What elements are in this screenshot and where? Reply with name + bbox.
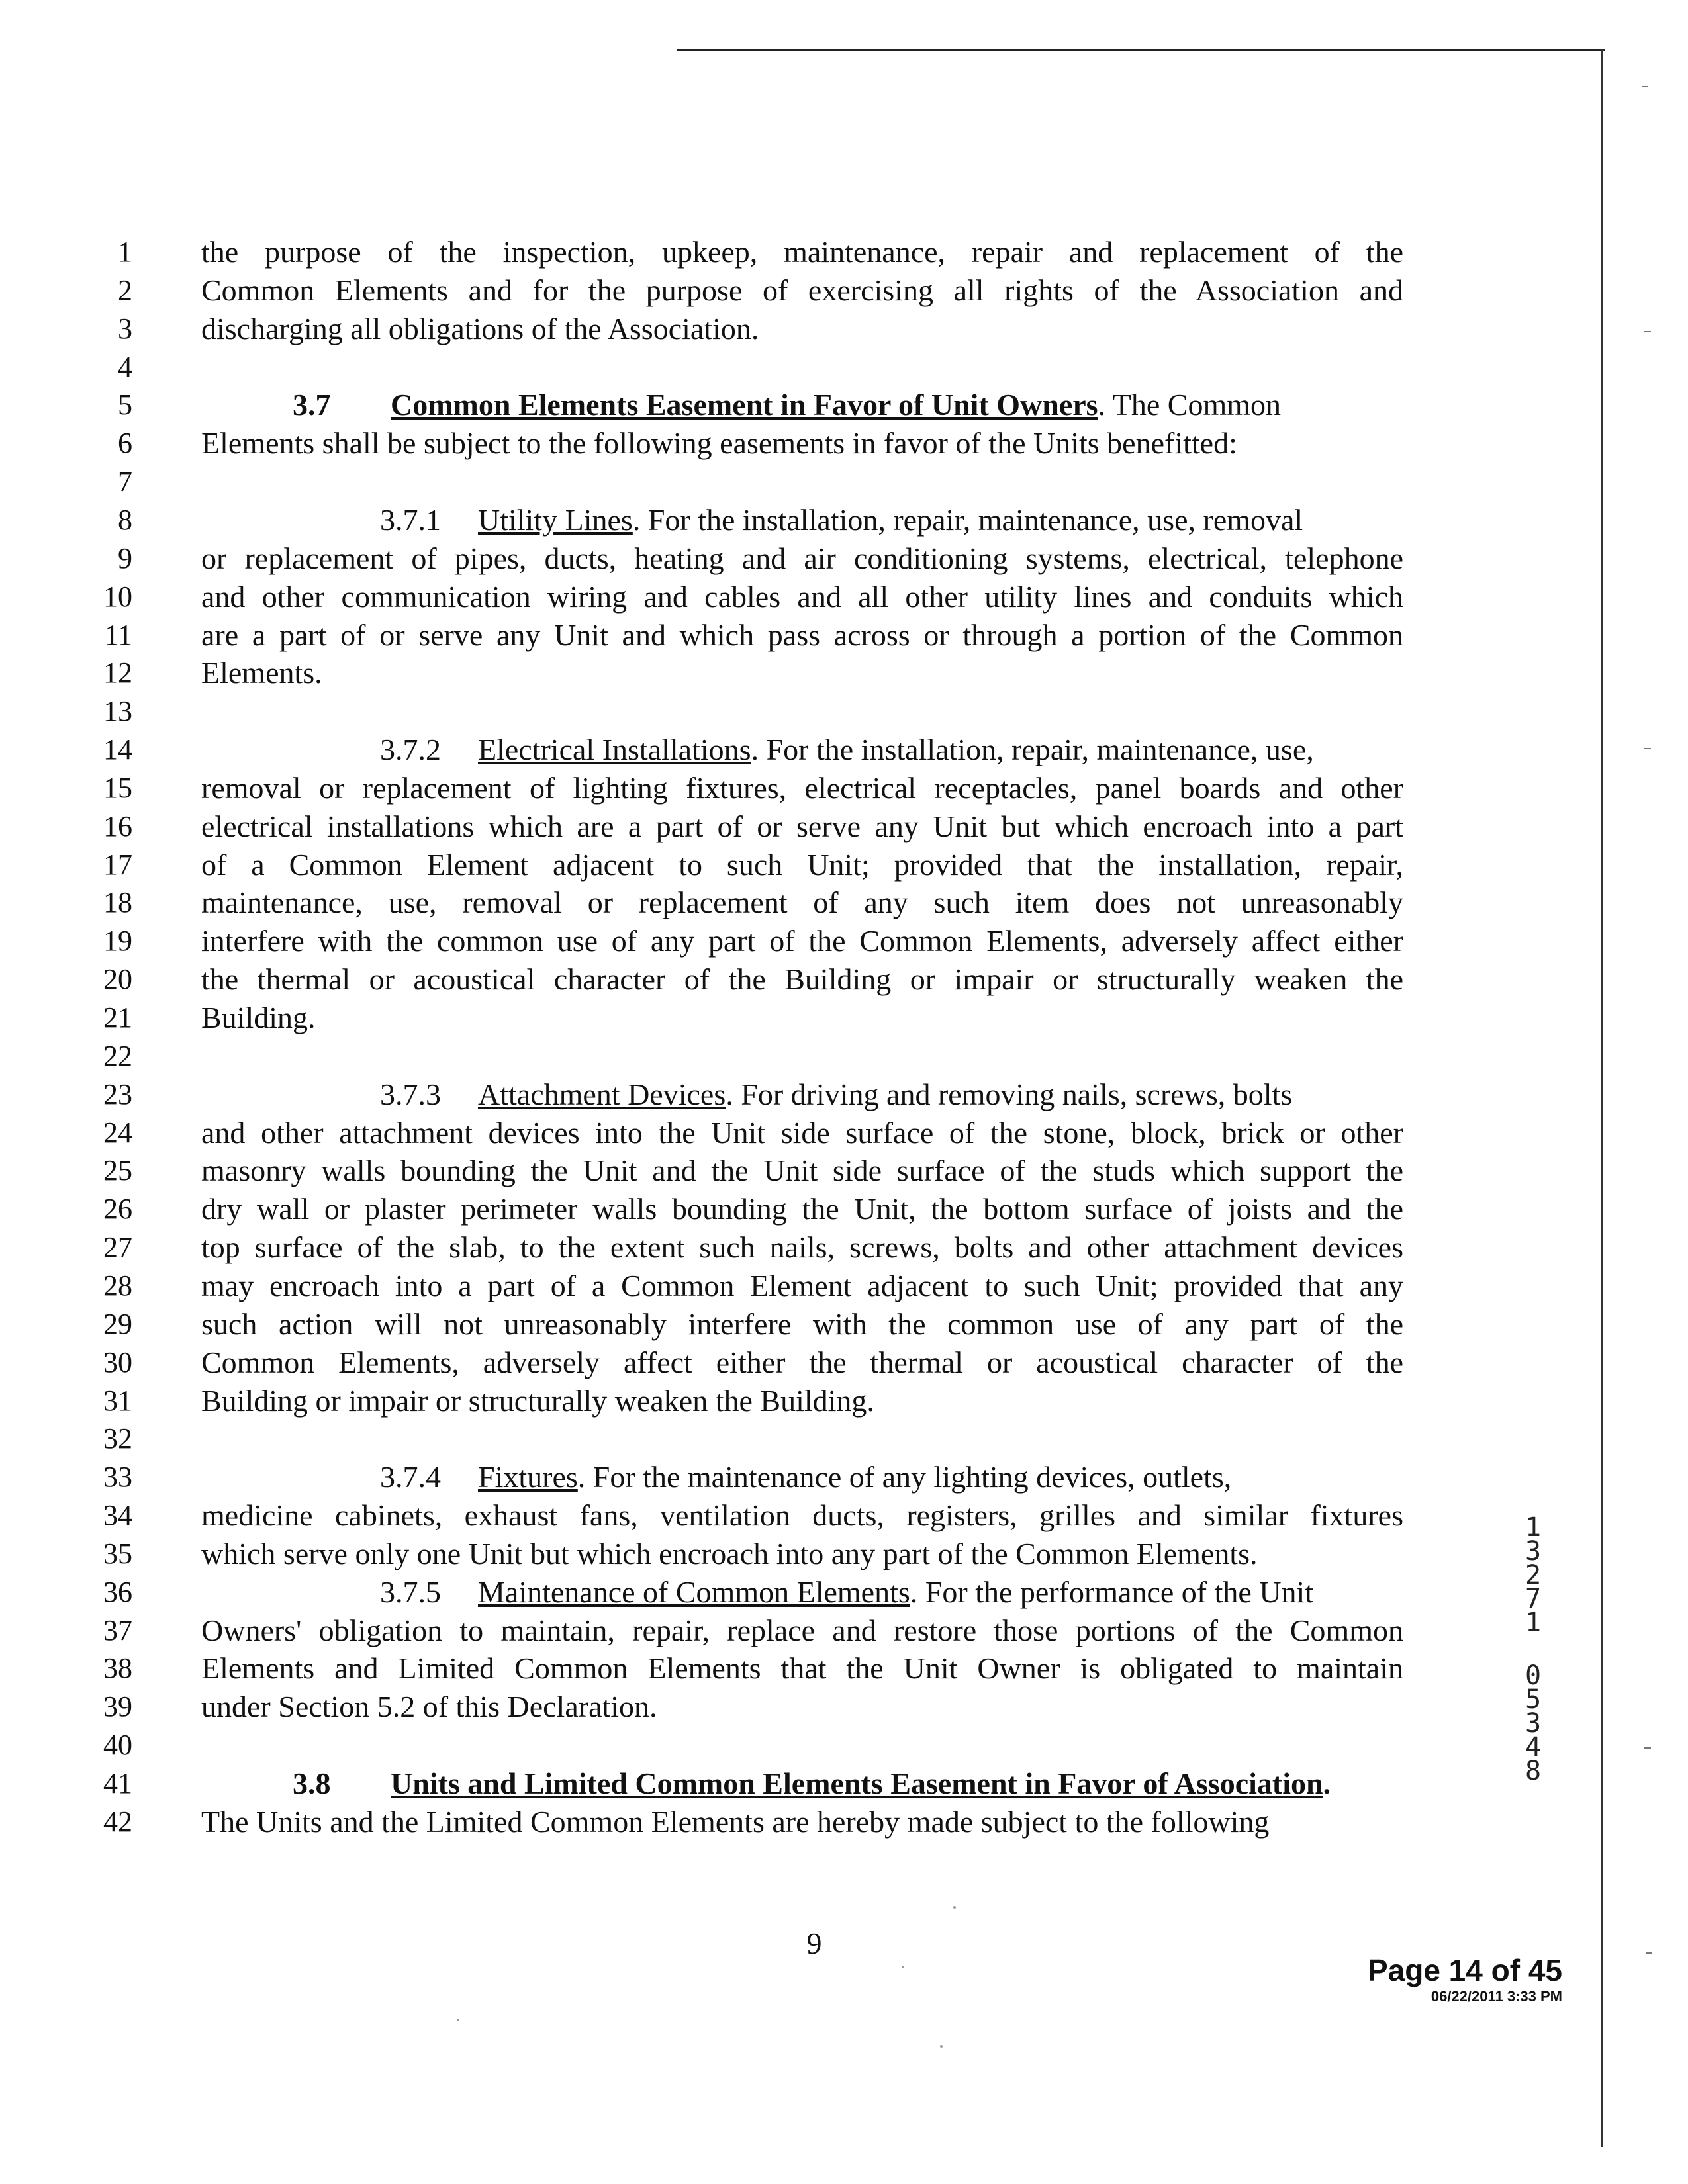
margin-digit: 8: [1524, 1756, 1542, 1786]
line-number: 19: [103, 925, 132, 958]
section-heading: Electrical Installations: [478, 733, 751, 767]
line-text: Elements shall be subject to the following easements in favor of the Units benefitted:: [201, 426, 1237, 461]
document-line: [0, 1496, 1688, 1535]
line-text: discharging all obligations of the Association.: [201, 311, 759, 345]
section-text: . For the installation, repair, maintenance, use, removal: [632, 502, 1303, 537]
margin-digit: 3: [1524, 1536, 1542, 1567]
section-number: 3.7.1: [380, 502, 441, 537]
line-text: The Units and the Limited Common Elements are hereby made subject to the following: [201, 1804, 1270, 1839]
document-line: [0, 807, 1688, 846]
document-line: [0, 348, 1688, 387]
line-number: 1: [118, 236, 132, 268]
section-text: . For the maintenance of any lighting devices, outlets,: [577, 1460, 1232, 1494]
line-number: 30: [103, 1345, 132, 1379]
document-line: [0, 271, 1688, 310]
line-text: top surface of the slab, to the extent such nails, screws, bolts and other attachment devices: [201, 1230, 1403, 1265]
line-text: [201, 1458, 1403, 1496]
margin-digit: 4: [1524, 1732, 1542, 1762]
scan-mark: [1642, 86, 1648, 87]
line-text: maintenance, use, removal or replacement of any such item does not unreasonably: [201, 886, 1403, 920]
line-text: dry wall or plaster perimeter walls bounding the Unit, the bottom surface of joists and the: [201, 1192, 1403, 1226]
line-text: [201, 501, 1403, 539]
document-line: [0, 1458, 1688, 1496]
document-line: [0, 1684, 1688, 1726]
document-line: [0, 386, 1688, 424]
document-line: [0, 922, 1688, 960]
line-text: are a part of or serve any Unit and which pass across or through a portion of the Common: [201, 617, 1403, 652]
document-line: [0, 999, 1688, 1037]
section-heading: Attachment Devices: [478, 1077, 726, 1111]
line-number: 22: [103, 1039, 132, 1072]
document-line: [0, 1075, 1688, 1114]
document-line: [0, 960, 1688, 999]
recording-stamp: [1350, 1952, 1562, 2005]
document-line: [0, 539, 1688, 578]
line-text: such action will not unreasonably interfere with the common use of any part of the: [201, 1306, 1403, 1341]
document-line: [0, 310, 1688, 348]
margin-digit: 3: [1524, 1708, 1542, 1739]
line-text: or replacement of pipes, ducts, heating and air conditioning systems, electrical, telephone: [201, 541, 1403, 575]
line-number: 23: [103, 1077, 132, 1111]
line-number: 34: [103, 1499, 132, 1532]
line-number: 15: [103, 771, 132, 804]
document-line: [0, 1267, 1688, 1305]
scan-speck: [940, 2045, 943, 2048]
scan-speck: [457, 2019, 459, 2021]
line-text: Owners' obligation to maintain, repair, replace and restore those portions of the Common: [201, 1613, 1403, 1647]
document-line: [0, 463, 1688, 501]
line-number: 38: [103, 1652, 132, 1685]
line-number: 13: [103, 695, 132, 728]
page-number: 9: [806, 1927, 822, 1960]
line-number: 6: [118, 427, 132, 460]
margin-recording-number: [1516, 1512, 1550, 1786]
line-text: Elements and Limited Common Elements that the Unit Owner is obligated to maintain: [201, 1651, 1403, 1686]
line-text: the purpose of the inspection, upkeep, maintenance, repair and replacement of the: [201, 235, 1403, 269]
document-line: [0, 578, 1688, 616]
document-line: [0, 1803, 1688, 1841]
line-number: 7: [118, 465, 132, 498]
document-line: [0, 1228, 1688, 1267]
section-number: 3.7: [293, 388, 331, 422]
section-number: 3.7.4: [380, 1460, 441, 1494]
document-line: [0, 1764, 1688, 1803]
line-number: 8: [118, 503, 132, 536]
line-number: 41: [103, 1767, 132, 1799]
top-rule: [677, 49, 1605, 51]
section-text: . For driving and removing nails, screws, bolts: [726, 1077, 1293, 1111]
document-line: [0, 1726, 1688, 1764]
section-heading: Units and Limited Common Elements Easement in Favor of Association: [391, 1766, 1323, 1800]
document-line: [0, 769, 1688, 807]
line-text: masonry walls bounding the Unit and the Unit side surface of the studs which support the: [201, 1154, 1403, 1188]
document-line: [0, 1114, 1688, 1152]
line-number: 39: [103, 1690, 132, 1723]
line-number: 24: [103, 1116, 132, 1149]
line-number: 42: [103, 1805, 132, 1838]
line-text: under Section 5.2 of this Declaration.: [201, 1690, 657, 1724]
line-text: may encroach into a part of a Common Element adjacent to such Unit; provided that any: [201, 1268, 1403, 1302]
line-number: 31: [103, 1384, 132, 1417]
line-number: 16: [103, 809, 132, 842]
document-line: [0, 654, 1688, 692]
section-heading: Utility Lines: [478, 502, 633, 537]
line-text: Building.: [201, 1001, 316, 1034]
margin-digit: 2: [1524, 1560, 1542, 1590]
line-text: the thermal or acoustical character of the Building or impair or structurally weaken the: [201, 962, 1403, 997]
line-number: 12: [103, 657, 132, 690]
document-line: [0, 692, 1688, 731]
line-number: 3: [118, 312, 132, 345]
section-text: . For the installation, repair, maintenance, use,: [751, 733, 1314, 767]
section-text: . For the performance of the Unit: [910, 1574, 1314, 1609]
section-text: . The Common: [1098, 388, 1282, 422]
line-text: Common Elements and for the purpose of exercising all rights of the Association and: [201, 273, 1403, 307]
line-text: and other attachment devices into the Unit side surface of the stone, block, brick or other: [201, 1115, 1403, 1150]
scan-speck: [953, 1906, 956, 1909]
section-number: 3.7.5: [380, 1574, 441, 1609]
document-line: [0, 1420, 1688, 1458]
section-heading: Fixtures: [478, 1460, 578, 1494]
line-number: 4: [118, 350, 132, 383]
line-text: [201, 731, 1403, 769]
line-text: and other communication wiring and cables and all other utility lines and conduits which: [201, 579, 1403, 614]
document-line: [0, 1649, 1688, 1691]
line-text: [201, 386, 1403, 424]
document-line: [0, 884, 1688, 922]
document-line: [0, 616, 1688, 655]
line-number: 26: [103, 1193, 132, 1226]
line-text: [201, 1764, 1403, 1803]
scan-mark: [1644, 331, 1651, 332]
line-number: 5: [118, 388, 132, 422]
line-text: [201, 1573, 1403, 1612]
line-text: which serve only one Unit but which encroach into any part of the Common Elements.: [201, 1536, 1258, 1570]
margin-digit: 0: [1524, 1661, 1542, 1691]
document-line: [0, 1190, 1688, 1228]
document-line: [0, 233, 1688, 271]
line-text: removal or replacement of lighting fixtures, electrical receptacles, panel boards and other: [201, 770, 1403, 805]
line-number: 14: [103, 733, 132, 766]
line-number: 21: [103, 1001, 132, 1034]
section-heading: Maintenance of Common Elements: [478, 1574, 910, 1609]
line-number: 11: [104, 618, 132, 651]
line-text: [201, 1075, 1403, 1114]
line-number: 9: [118, 541, 132, 574]
line-number: 2: [118, 273, 132, 306]
document-line: [0, 1152, 1688, 1190]
line-number: 25: [103, 1154, 132, 1187]
line-number: 35: [103, 1537, 132, 1570]
line-text: Building or impair or structurally weaken the Building.: [201, 1383, 874, 1418]
line-number: 18: [103, 886, 132, 919]
document-line: [0, 1037, 1688, 1075]
document-line: [0, 1535, 1688, 1573]
line-text: medicine cabinets, exhaust fans, ventilation ducts, registers, grilles and similar fixtures: [201, 1498, 1403, 1533]
line-number: 29: [103, 1307, 132, 1340]
document-line: [0, 1573, 1688, 1612]
section-number: 3.8: [293, 1766, 331, 1800]
section-text: .: [1323, 1766, 1331, 1800]
scan-speck: [902, 1966, 904, 1968]
section-number: 3.7.3: [380, 1077, 441, 1111]
section-number: 3.7.2: [380, 733, 441, 767]
line-text: electrical installations which are a part of or serve any Unit but which encroach into a part: [201, 809, 1403, 843]
stamp-page-count: Page 14 of 45: [1367, 1953, 1562, 1987]
scan-mark: [1644, 1747, 1651, 1749]
line-number: 33: [103, 1461, 132, 1494]
line-number: 37: [103, 1614, 132, 1647]
document-line: [0, 1382, 1688, 1420]
section-heading: Common Elements Easement in Favor of Unit Owners: [391, 388, 1098, 422]
document-line: [0, 1608, 1688, 1650]
document-line: [0, 1343, 1688, 1382]
line-number: 17: [103, 848, 132, 881]
line-text: of a Common Element adjacent to such Unit; provided that the installation, repair,: [201, 847, 1403, 882]
document-line: [0, 424, 1688, 463]
line-number: 28: [103, 1269, 132, 1302]
margin-digit: 1: [1524, 1608, 1542, 1638]
line-text: interfere with the common use of any part of the Common Elements, adversely affect either: [201, 924, 1403, 958]
line-number: 32: [103, 1422, 132, 1455]
margin-digit: 1: [1524, 1512, 1542, 1543]
line-text: Common Elements, adversely affect either the thermal or acoustical character of the: [201, 1345, 1403, 1379]
line-number: 27: [103, 1231, 132, 1264]
scan-mark: [1644, 748, 1651, 749]
document-line: [0, 846, 1688, 884]
line-number: 40: [103, 1729, 132, 1762]
document-line: [0, 731, 1688, 769]
line-number: 36: [103, 1575, 132, 1608]
line-number: 20: [103, 963, 132, 996]
margin-digit: 5: [1524, 1684, 1542, 1715]
document-line: [0, 1305, 1688, 1343]
scan-mark: [1646, 1952, 1652, 1954]
margin-digit: 7: [1524, 1584, 1542, 1614]
line-number: 10: [103, 580, 132, 613]
document-line: [0, 501, 1688, 539]
stamp-datetime: 06/22/2011 3:33 PM: [1430, 1988, 1562, 2005]
line-text: Elements.: [201, 656, 322, 690]
